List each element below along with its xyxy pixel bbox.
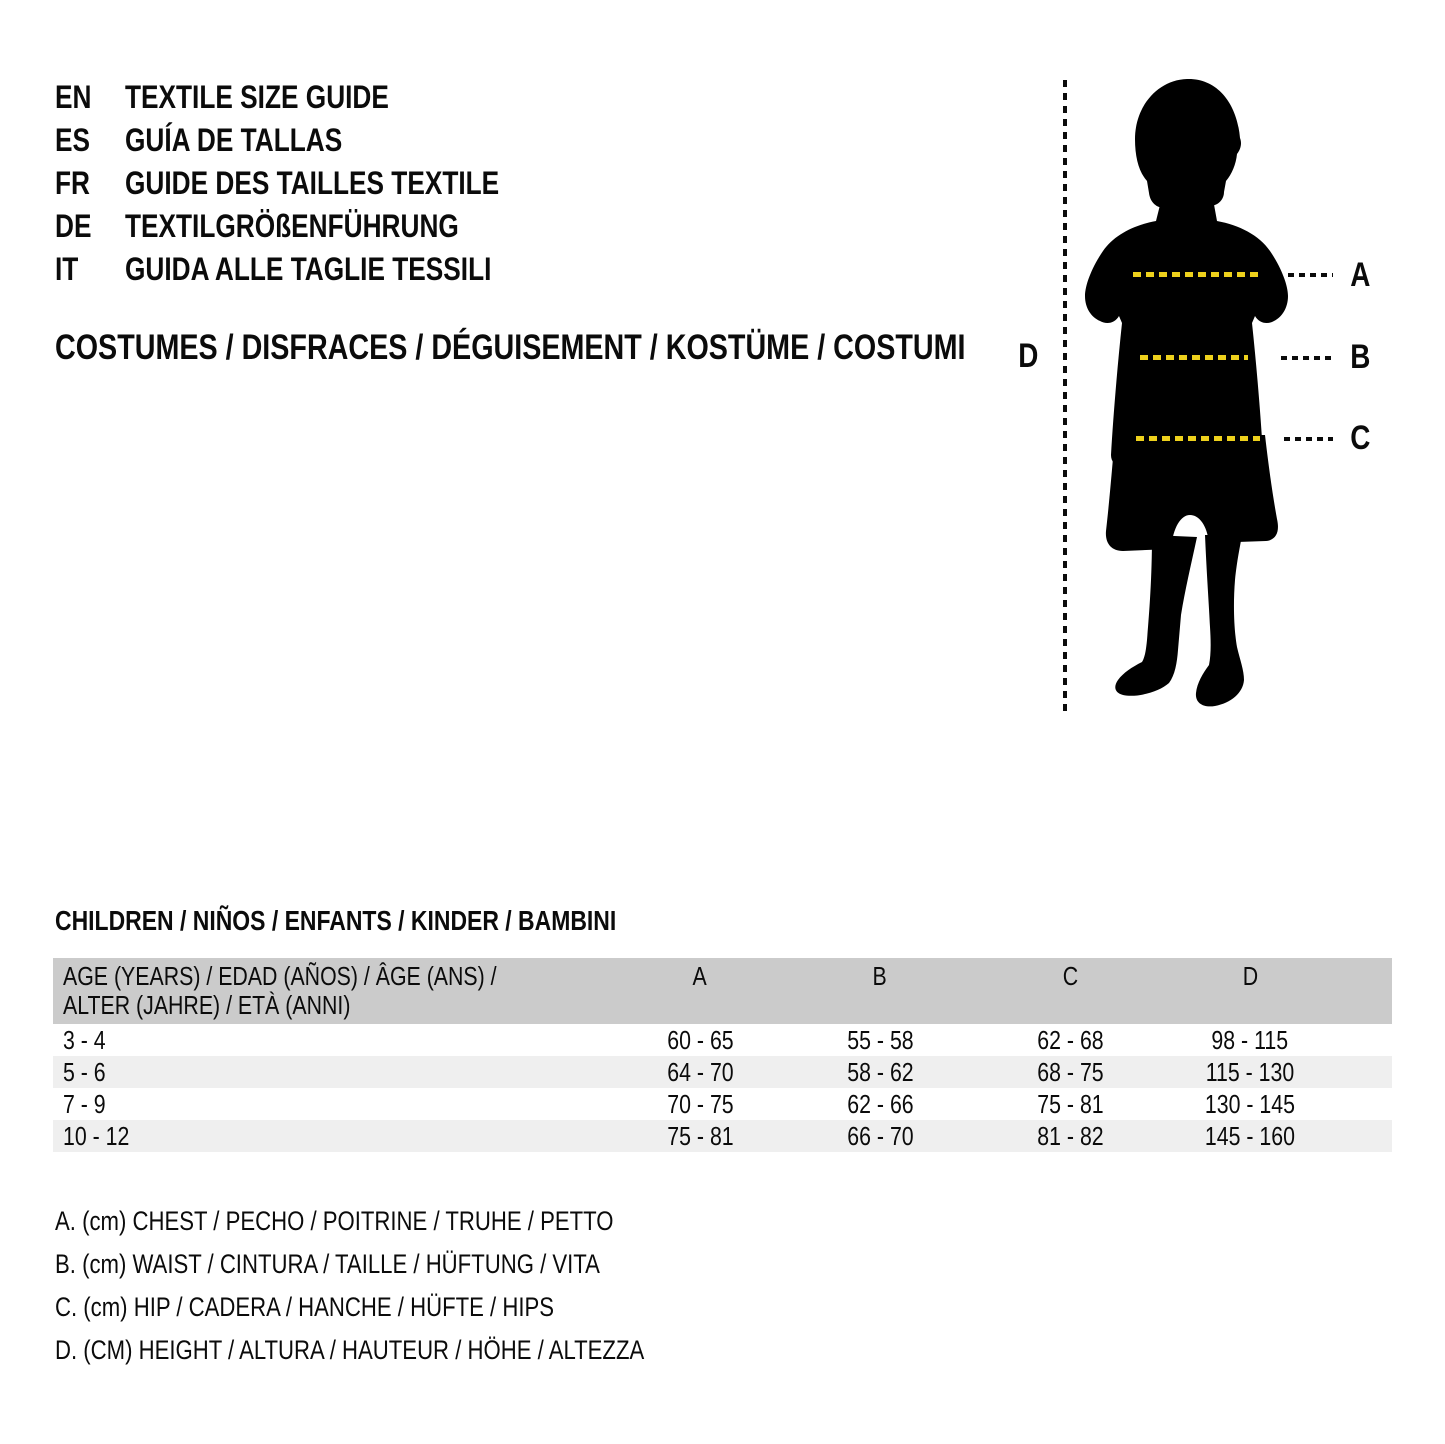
legend-waist: B. (cm) WAIST / CINTURA / TAILLE / HÜFTUNG / VITA [55, 1249, 600, 1279]
waist-measure-label: B [1349, 338, 1371, 376]
column-header-c: C [1062, 961, 1078, 991]
age-cell: 3 - 4 [63, 1024, 106, 1055]
guide-title-de: TEXTILGRÖßENFÜHRUNG [125, 208, 459, 244]
hip-measure-label: C [1349, 419, 1371, 457]
height-cell: 98 - 115 [1211, 1024, 1289, 1055]
chest-cell: 75 - 81 [666, 1120, 734, 1151]
hip-dash-line [1136, 436, 1260, 441]
silhouette-head [1135, 79, 1241, 208]
table-row [53, 1056, 1392, 1088]
hip-cell: 62 - 68 [1036, 1024, 1104, 1055]
table-row [53, 1120, 1392, 1152]
guide-title-it: GUIDA ALLE TAGLIE TESSILI [125, 251, 492, 287]
size-table [53, 958, 1392, 1152]
age-cell: 7 - 9 [63, 1088, 106, 1119]
silhouette-left-leg [1115, 535, 1197, 696]
language-code: EN [55, 79, 92, 115]
silhouette-right-leg [1196, 535, 1244, 706]
height-cell: 145 - 160 [1204, 1120, 1296, 1151]
chest-cell: 70 - 75 [666, 1088, 734, 1119]
chest-cell: 64 - 70 [666, 1056, 734, 1087]
height-cell: 130 - 145 [1204, 1088, 1296, 1119]
child-silhouette [1085, 75, 1295, 720]
height-dotted-line [1063, 80, 1067, 715]
age-cell: 10 - 12 [63, 1120, 130, 1151]
hip-cell: 68 - 75 [1036, 1056, 1104, 1087]
column-header-d: D [1242, 961, 1258, 991]
table-row [53, 1088, 1392, 1120]
language-row-it [55, 248, 581, 291]
column-header-a: A [692, 961, 708, 991]
legend-chest: A. (cm) CHEST / PECHO / POITRINE / TRUHE / PETTO [55, 1206, 614, 1236]
age-cell: 5 - 6 [63, 1056, 106, 1087]
category-title: COSTUMES / DISFRACES / DÉGUISEMENT / KOSTÜME / COSTUMI [55, 328, 966, 367]
waist-cell: 62 - 66 [846, 1088, 914, 1119]
hip-cell: 81 - 82 [1036, 1120, 1104, 1151]
table-row [53, 1024, 1392, 1056]
language-code: IT [55, 251, 79, 287]
language-code: ES [55, 122, 91, 158]
language-code: FR [55, 165, 90, 201]
guide-title-es: GUÍA DE TALLAS [125, 122, 343, 158]
hip-cell: 75 - 81 [1036, 1088, 1104, 1119]
language-code: DE [55, 208, 92, 244]
column-header-b: B [872, 961, 888, 991]
height-measure-label: D [1017, 337, 1039, 375]
waist-cell: 55 - 58 [846, 1024, 914, 1055]
section-title-children: CHILDREN / NIÑOS / ENFANTS / KINDER / BAMBINI [55, 905, 617, 936]
chest-measure-label: A [1349, 256, 1371, 294]
waist-dotted-leader [1281, 356, 1333, 360]
waist-cell: 58 - 62 [846, 1056, 914, 1087]
measurement-legend [55, 1200, 774, 1372]
silhouette-shorts [1106, 435, 1278, 551]
language-row-fr [55, 162, 581, 205]
height-cell: 115 - 130 [1205, 1056, 1295, 1087]
chest-dash-line [1133, 272, 1258, 277]
chest-dotted-leader [1288, 273, 1333, 277]
language-row-es [55, 119, 581, 162]
guide-title-en: TEXTILE SIZE GUIDE [125, 79, 389, 115]
language-row-en [55, 76, 581, 119]
waist-dash-line [1140, 355, 1248, 360]
language-list [55, 76, 581, 291]
guide-title-fr: GUIDE DES TAILLES TEXTILE [125, 165, 500, 201]
age-column-header: AGE (YEARS) / EDAD (AÑOS) / ÂGE (ANS) / ALTER (JAHRE) / ETÀ (ANNI) [63, 961, 497, 1020]
size-table-header [53, 958, 1392, 1024]
chest-cell: 60 - 65 [666, 1024, 734, 1055]
legend-hip: C. (cm) HIP / CADERA / HANCHE / HÜFTE / HIPS [55, 1292, 555, 1322]
waist-cell: 66 - 70 [846, 1120, 914, 1151]
silhouette-torso [1085, 199, 1288, 466]
legend-height: D. (CM) HEIGHT / ALTURA / HAUTEUR / HÖHE / ALTEZZA [55, 1335, 645, 1365]
language-row-de [55, 205, 581, 248]
hip-dotted-leader [1284, 437, 1333, 441]
